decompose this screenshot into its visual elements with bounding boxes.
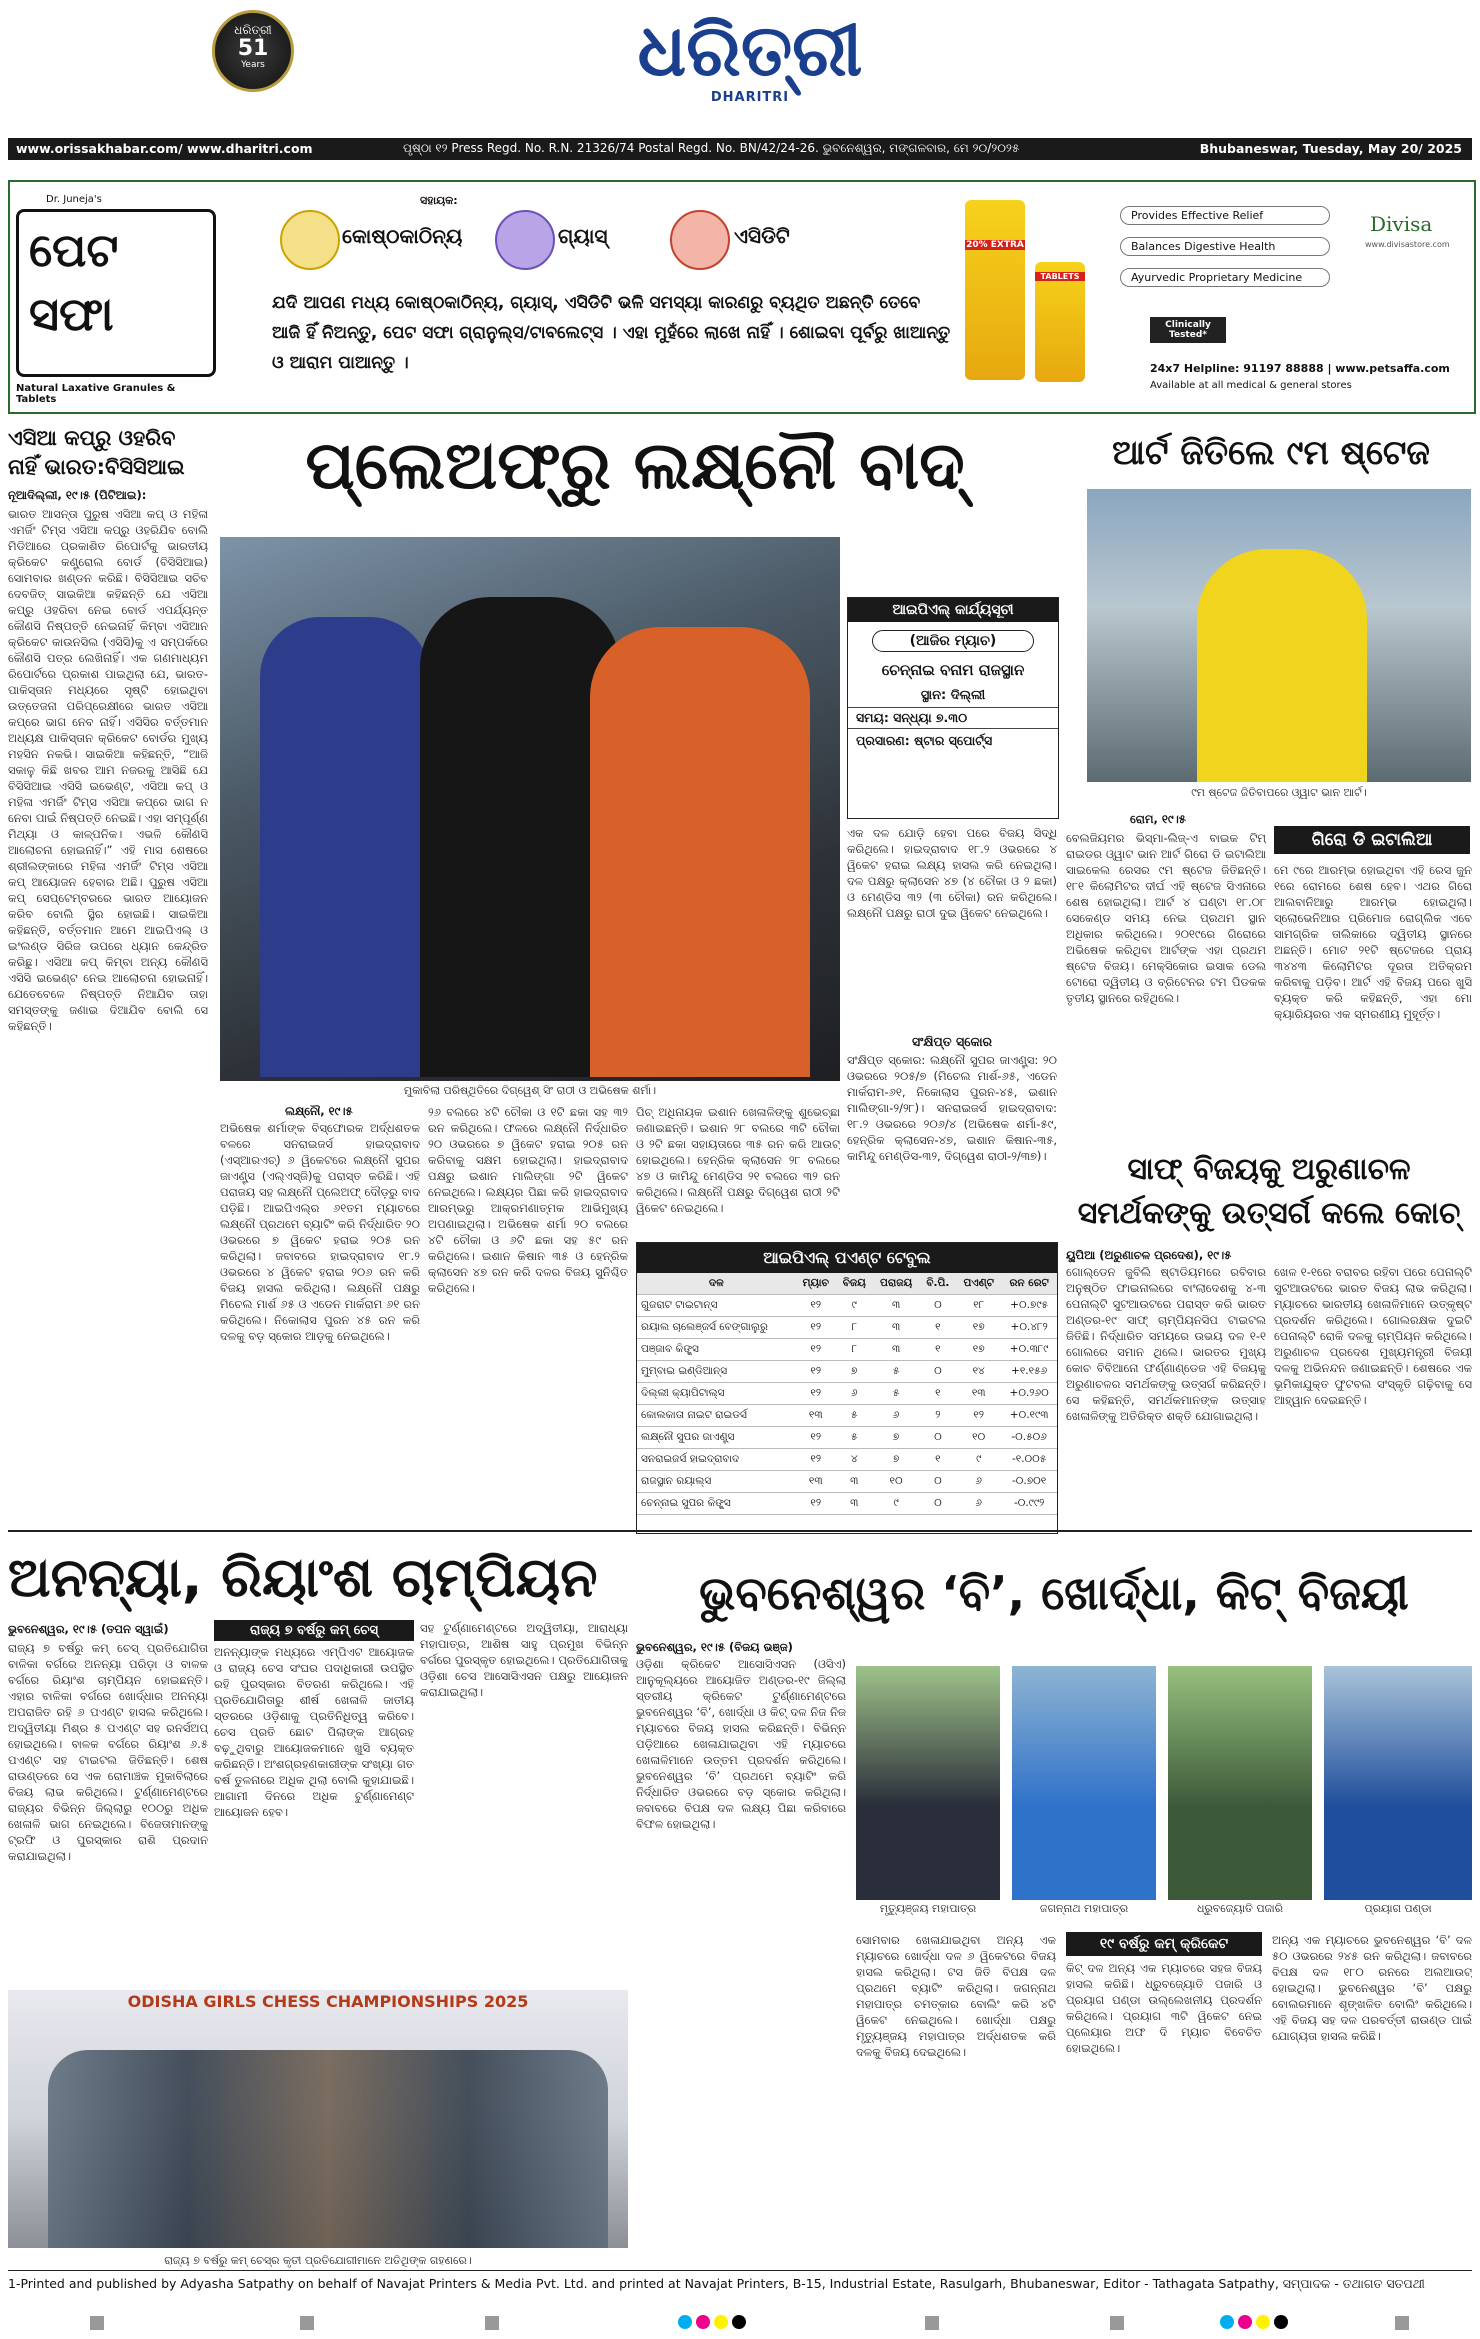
nr: ୧ bbox=[920, 1383, 956, 1405]
nr: ୨ bbox=[920, 1405, 956, 1427]
ad-body: ଯଦି ଆପଣ ମଧ୍ୟ କୋଷ୍ଠକାଠିନ୍ୟ, ଗ୍ୟାସ୍, ଏସିଡିଟି ଭଳି ସମସ୍ୟା କାରଣରୁ ବ୍ୟଥିତ ଅଛନ୍ତି ତେବେ ଆଜି ହିଁ ନିଅନ୍ତୁ, ପେଟ ସଫା ଗ୍ରାନୁଲ୍ସ/ଟାବଲେଟ୍ସ । ଏହା ମୁହଁରେ ଲାଖେ ନାହିଁ । ଶୋଇବା ପୂର୍ବରୁ ଖାଆନ୍ତୁ ଓ ଆରାମ ପାଆନ୍ତୁ । bbox=[272, 293, 951, 373]
matches: ୧୨ bbox=[796, 1295, 836, 1317]
lead-photo bbox=[220, 537, 840, 1081]
magenta-dot-icon bbox=[1238, 2315, 1252, 2329]
nr: ୦ bbox=[920, 1493, 956, 1515]
lead-body-col2: ୨୬ ବଲରେ ୪ଟି ଚୌକା ଓ ୧ଟି ଛକା ସହ ୩୨ ରନ କରିଥିଲେ। ଫଳରେ ଲକ୍ଷ୍ନୌ ନିର୍ଦ୍ଧାରିତ ୨୦ ଓଭରରେ ୭ ୱିକେଟ ହରାଇ ୨୦୫ ରନ କରିବାକୁ ସକ୍ଷମ ହୋଇଥିଲା। ହାଇଦ୍ରାବାଦ ପକ୍ଷରୁ ଇଶାନ ମାଲିଙ୍ଗା ୨ଟି ୱିକେଟ ନେଇଥିଲେ। ଲକ୍ଷ୍ୟର ପିଛା କରି ହାଇଦ୍ରାବାଦ ଆରମ୍ଭରୁ ଆକ୍ରମଣାତ୍ମକ ଆଭିମୁଖ୍ୟ ଅପଣାଇଥିଲା। ଅଭିଷେକ ଶର୍ମା ୨୦ ବଲରେ ୪ଟି ଚୌକା ଓ ୬ଟି ଛକା ସହ ୫୯ ରନ କରିଥିଲେ। ଇଶାନ କିଷାନ ୩୫ ଓ ହେନ୍‌ରିକ କ୍ଲାସେନ ୪୭ ରନ କରି ଦଳର ବିଜୟ ସୁନିଶ୍ଚିତ କରିଥିଲେ। bbox=[428, 1105, 628, 1295]
cmyk-registration-mark bbox=[676, 2314, 748, 2333]
player-photo-2 bbox=[1012, 1666, 1156, 1900]
edition-date: Bhubaneswar, Tuesday, May 20/ 2025 bbox=[1199, 141, 1462, 156]
points: ୧୭ bbox=[956, 1339, 1001, 1361]
lead-score-text: ସଂକ୍ଷିପ୍ତ ସ୍କୋର: ଲକ୍ଷ୍ନୌ ସୁପର ଜାଏଣ୍ଟ୍ସ: ୨୦ ଓଭରରେ ୨୦୫/୭ (ମିଚେଲ ମାର୍ଶ-୬୫, ଏଡେନ ମାର୍କରାମ-୬୧, ନିକୋଲାସ ପୁରନ-୪୫, ଇଶାନ ମାଲିଙ୍ଗା-୨/୨୮)। ସନରାଇଜର୍ସ ହାଇଦ୍ରାବାଦ: ୧୮.୨ ଓଭରରେ ୨୦୬/୪ (ଅଭିଷେକ ଶର୍ମା-୫୯, ହେନ୍‌ରିକ କ୍ଲାସେନ-୪୭, ଇଶାନ କିଷାନ-୩୫, କାମିନ୍ଦୁ ମେଣ୍ଡିସ-୩୨, ଦିଗ୍ୱେଶ ରାଠୀ-୨/୩୭)। bbox=[847, 1053, 1057, 1163]
nr: ୧ bbox=[920, 1449, 956, 1471]
nrr: +୦.୭୯୫ bbox=[1001, 1295, 1057, 1317]
points: ୧୨ bbox=[956, 1405, 1001, 1427]
nrr: -୧.୦୦୫ bbox=[1001, 1449, 1057, 1471]
ad-tested-badge: Clinically Tested* bbox=[1150, 317, 1226, 343]
table-row bbox=[637, 1295, 1057, 1317]
brand-logo-en: DHARITRI bbox=[710, 90, 790, 105]
col-lost: ପରାଜୟ bbox=[873, 1273, 920, 1295]
acidity-icon bbox=[670, 210, 730, 270]
chess-dateline: ଭୁବନେଶ୍ୱର, ୧୯।୫ (ତପନ ସ୍ୱାଇଁ) bbox=[8, 1622, 169, 1636]
footer-rule bbox=[8, 2270, 1472, 2271]
matches: ୧୨ bbox=[796, 1493, 836, 1515]
section-divider bbox=[8, 1530, 1472, 1532]
chess-banner: ODISHA GIRLS CHESS CHAMPIONSHIPS 2025 bbox=[127, 1992, 529, 2011]
lost: ୭ bbox=[873, 1427, 920, 1449]
table-row bbox=[637, 1427, 1057, 1449]
cycling-label: ଗିରୋ ଡି ଇଟାଲିଆ bbox=[1274, 826, 1470, 854]
won: ୩ bbox=[836, 1493, 873, 1515]
cycling-headline: ଆର୍ଟ ଜିତିଲେ ୯ମ ଷ୍ଟେଜ bbox=[1112, 433, 1430, 473]
schedule-title: ଆଇପିଏଲ୍ କାର୍ଯ୍ୟସୂଚୀ bbox=[848, 598, 1058, 622]
player-photo-3 bbox=[1168, 1666, 1312, 1900]
player-name: ପ୍ରୟାଗ ପଣ୍ଡା bbox=[1364, 1902, 1432, 1915]
team-name: ରୟାଲ ଚାଲେଞ୍ଜର୍ସ ବେଙ୍ଗାଲୁରୁ bbox=[637, 1317, 796, 1339]
won: ୫ bbox=[836, 1405, 873, 1427]
table-row bbox=[637, 1449, 1057, 1471]
player-name: ଜଗନ୍ନାଥ ମହାପାତ୍ର bbox=[1039, 1902, 1129, 1915]
nrr: +୦.୪୮୨ bbox=[1001, 1317, 1057, 1339]
saff-body-col1: ଗୋଲ୍ଡେନ ଜୁବିଲି ଷ୍ଟାଡିୟମରେ ରବିବାର ଅନୁଷ୍ଠିତ ଫାଇନାଲରେ ବାଂଲାଦେଶକୁ ୪-୩ ପେନାଲ୍ଟି ସୁଟଆଉଟରେ ପରାସ୍ତ କରି ଭାରତ ଅଣ୍ଡର-୧୯ ସାଫ୍ ଚାମ୍ପିୟନସିପ ଟାଇଟଲ ଜିତିଛି। ନିର୍ଦ୍ଧାରିତ ସମୟରେ ଉଭୟ ଦଳ ୧-୧ ଗୋଲରେ ସମାନ ଥିଲେ। ଭାରତର ମୁଖ୍ୟ କୋଚ ବିବିଆନୋ ଫର୍ଣ୍ଣାଣ୍ଡେଜ ଏହି ବିଜୟକୁ ଅରୁଣାଚଳର ସମର୍ଥକଙ୍କୁ ଉତ୍ସର୍ଗ କରିଛନ୍ତି। ସେ କହିଛନ୍ତି, ସମର୍ଥକମାନଙ୍କ ଉତ୍ସାହ ଖେଳାଳିଙ୍କୁ ଅତିରିକ୍ତ ଶକ୍ତି ଯୋଗାଇଥିଲା। bbox=[1066, 1265, 1266, 1423]
won: ୩ bbox=[836, 1471, 873, 1493]
print-marks bbox=[0, 2304, 1480, 2334]
u19-body-col4: ଅନ୍ୟ ଏକ ମ୍ୟାଚରେ ଭୁବନେଶ୍ୱର ‘ବି’ ଦଳ ୫୦ ଓଭରରେ ୨୪୫ ରନ କରିଥିଲା। ଜବାବରେ ବିପକ୍ଷ ଦଳ ୧୮୦ ରନରେ ଅଲଆଉଟ୍ ହୋଇଥିଲା। ଭୁବନେଶ୍ୱର ‘ବି’ ପକ୍ଷରୁ ବୋଲରମାନେ ଶୃଙ୍ଖଳିତ ବୋଲିଂ କରିଥିଲେ। ଏହି ବିଜୟ ସହ ଦଳ ପରବର୍ତ୍ତୀ ରାଉଣ୍ଡ ପାଇଁ ଯୋଗ୍ୟତା ହାସଲ କରିଛି। bbox=[1272, 1933, 1472, 2043]
points: ୧୦ bbox=[956, 1427, 1001, 1449]
chess-body-col1: ରାଜ୍ୟ ୭ ବର୍ଷରୁ କମ୍ ଚେସ୍ ପ୍ରତିଯୋଗିତା ବାଳିକା ବର୍ଗରେ ଅନନ୍ୟା ପରିଡ଼ା ଓ ବାଳକ ବର୍ଗରେ ରିୟାଂଶ ଚାମ୍ପିୟନ ହୋଇଛନ୍ତି। ଏହାର ବାଳିକା ବର୍ଗରେ ଖୋର୍ଦ୍ଧାର ଅନନ୍ୟା ଅପରାଜିତ ରହି ୬ ପଏଣ୍ଟ ହାସଲ କରିଥିଲେ। ଅଦ୍ୱିତୀୟା ମିଶ୍ର ୫ ପଏଣ୍ଟ ସହ ରନର୍ସଅପ୍ ହୋଇଥିଲେ। ବାଳକ ବର୍ଗରେ ରିୟାଂଶ ୬.୫ ପଏଣ୍ଟ ସହ ଟାଇଟଲ ଜିତିଛନ୍ତି। ଶେଷ ରାଉଣ୍ଡରେ ସେ ଏକ ରୋମାଞ୍ଚକ ମୁକାବିଲାରେ ବିଜୟ ଲାଭ କରିଥିଲେ। ଟୁର୍ଣ୍ଣାମେଣ୍ଟରେ ରାଜ୍ୟର ବିଭିନ୍ନ ଜିଲ୍ଲାରୁ ୧୦୦ରୁ ଅଧିକ ଖେଳାଳି ଭାଗ ନେଇଥିଲେ। ବିଜେତାମାନଙ୍କୁ ଟ୍ରଫି ଓ ପୁରସ୍କାର ରାଶି ପ୍ରଦାନ କରାଯାଇଥିଲା। bbox=[8, 1641, 208, 1863]
lead-headline: ପ୍ଲେଅଫ୍‌ରୁ ଲକ୍ଷ୍ନୌ ବାଦ୍‌ bbox=[305, 427, 965, 504]
advertisement[interactable] bbox=[8, 180, 1476, 414]
nrr: -୦.୯୯୨ bbox=[1001, 1493, 1057, 1515]
gas-icon bbox=[495, 210, 555, 270]
chess-body-col3: ସହ ଟୁର୍ଣ୍ଣାମେଣ୍ଟରେ ଅଦ୍ୱିତୀୟା, ଆରାଧ୍ୟା ମହାପାତ୍ର, ଆଶିଷ ସାହୁ ପ୍ରମୁଖ ବିଭିନ୍ନ ବର୍ଗରେ ପୁରସ୍କୃତ ହୋଇଥିଲେ। ପ୍ରତିଯୋଗିତାକୁ ଓଡ଼ିଶା ଚେସ ଆସୋସିଏସନ ପକ୍ଷରୁ ଆୟୋଜନ କରାଯାଇଥିଲା। bbox=[420, 1621, 628, 1699]
team-name: ଗୁଜରାଟ ଟାଇଟାନ୍ସ bbox=[637, 1295, 796, 1317]
ad-pack-extra: 20% EXTRA bbox=[966, 240, 1024, 250]
u19-body-col1: ଓଡ଼ିଶା କ୍ରିକେଟ ଆସୋସିଏସନ (ଓସିଏ) ଆନୁକୂଲ୍ୟରେ ଆୟୋଜିତ ଅଣ୍ଡର-୧୯ ଜିଲ୍ଲା ସ୍ତରୀୟ କ୍ରିକେଟ ଟୁର୍ଣ୍ଣାମେଣ୍ଟରେ ଭୁବନେଶ୍ୱର ‘ବି’, ଖୋର୍ଦ୍ଧା ଓ କିଟ୍ ଦଳ ନିଜ ନିଜ ମ୍ୟାଚରେ ବିଜୟ ହାସଲ କରିଛନ୍ତି। ବିଭିନ୍ନ ପଡ଼ିଆରେ ଖେଳାଯାଇଥିବା ଏହି ମ୍ୟାଚରେ ଖେଳାଳିମାନେ ଉତ୍ତମ ପ୍ରଦର୍ଶନ କରିଥିଲେ। ଭୁବନେଶ୍ୱର ‘ବି’ ପ୍ରଥମେ ବ୍ୟାଟିଂ କରି ନିର୍ଦ୍ଧାରିତ ଓଭରରେ ବଡ଼ ସ୍କୋର କରିଥିଲା। ଜବାବରେ ବିପକ୍ଷ ଦଳ ଲକ୍ଷ୍ୟ ପିଛା କରିବାରେ ବିଫଳ ହୋଇଥିଲା। bbox=[636, 1657, 846, 1831]
ad-tagline: Natural Laxative Granules & Tablets bbox=[16, 383, 176, 405]
ad-benefit-3: Ayurvedic Proprietary Medicine bbox=[1120, 268, 1330, 287]
team-name: ଦିଲ୍ଲୀ କ୍ୟାପିଟାଲ୍ସ bbox=[637, 1383, 796, 1405]
col-team: ଦଳ bbox=[637, 1273, 796, 1295]
saff-dateline: ୟୁପିଆ (ଅରୁଣାଚଳ ପ୍ରଦେଶ), ୧୯।୫ bbox=[1066, 1248, 1232, 1262]
won: ୫ bbox=[836, 1427, 873, 1449]
lost: ୯ bbox=[873, 1493, 920, 1515]
schedule-sub: (ଆଜିର ମ୍ୟାଚ) bbox=[872, 630, 1034, 652]
player-name: ଧ୍ରୁବଜ୍ୟୋତି ପଜାରି bbox=[1197, 1902, 1283, 1915]
player-name: ମୃତ୍ୟୁଞ୍ଜୟ ମହାପାତ୍ର bbox=[879, 1902, 977, 1915]
col-matches: ମ୍ୟାଚ bbox=[796, 1273, 836, 1295]
table-row bbox=[637, 1339, 1057, 1361]
table-row bbox=[637, 1361, 1057, 1383]
points-header-row bbox=[637, 1273, 1057, 1295]
table-row bbox=[637, 1493, 1057, 1515]
points: ୧୪ bbox=[956, 1361, 1001, 1383]
ad-symptoms bbox=[280, 210, 840, 270]
won: ୭ bbox=[836, 1361, 873, 1383]
won: ୮ bbox=[836, 1317, 873, 1339]
saff-body-col2: ଖେଳ ୧-୧ରେ ବରାବର ରହିବା ପରେ ପେନାଲ୍ଟି ସୁଟଆଉଟରେ ଭାରତ ବିଜୟ ଲାଭ କରିଥିଲା। ମ୍ୟାଚରେ ଭାରତୀୟ ଖେଳାଳିମାନେ ଉତ୍କୃଷ୍ଟ ପ୍ରଦର୍ଶନ କରିଥିଲେ। ଗୋଲରକ୍ଷକ ଦୁଇଟି ପେନାଲ୍ଟି ରୋକି ଦଳକୁ ଚାମ୍ପିୟନ କରିଥିଲେ। ଅରୁଣାଚଳ ପ୍ରଦେଶ ମୁଖ୍ୟମନ୍ତ୍ରୀ ବିଜୟୀ ଦଳକୁ ଅଭିନନ୍ଦନ ଜଣାଇଛନ୍ତି। ଶେଷରେ ଏକ ଭୂମିକାଯୁକ୍ତ ଫୁଟବଲ ସଂସ୍କୃତି ଗଢ଼ିବାକୁ ସେ ଆହ୍ୱାନ ଦେଇଛନ୍ତି। bbox=[1274, 1265, 1472, 1407]
anniversary-years: 51 bbox=[237, 36, 269, 61]
black-dot-icon bbox=[732, 2315, 746, 2329]
registration-line: ପୃଷ୍ଠା ୧୨ Press Regd. No. R.N. 21326/74 Postal Regd. No. BN/42/24-26. ଭୁବନେଶ୍ୱର, ମଙ୍ଗଳବାର, ମେ ୨୦/୨୦୨୫ bbox=[403, 141, 1020, 155]
nrr: +୦.୨୬୦ bbox=[1001, 1383, 1057, 1405]
cycling-body-col1: ବେଲଜିୟମର ଭିସ୍ମା-ଲିଜ୍-ଏ ବାଇକ ଟିମ୍ ରାଇଡର ଓ୍ୱାଟ ଭାନ ଆର୍ଟ ଗିରୋ ଡି ଇଟାଲିଆ ସାଇକେଲ ରେସର ୯ମ ଷ୍ଟେଜ ଜିତିଛନ୍ତି। ୧୮୧ କିଲୋମିଟର ଦୀର୍ଘ ଏହି ଷ୍ଟେଜ ସିଏନାରେ ଶେଷ ହୋଇଥିଲା। ଆର୍ଟ ୪ ଘଣ୍ଟା ୧୮.୦୮ ସେକେଣ୍ଡ ସମୟ ନେଇ ପ୍ରଥମ ସ୍ଥାନ ଅଧିକାର କରିଥିଲେ। ୨୦୧୯ରେ ଗିରୋରେ ଅଭିଷେକ କରିଥିବା ଆର୍ଟଙ୍କ ଏହା ପ୍ରଥମ ଷ୍ଟେଜ ବିଜୟ। ମେକ୍ସିକୋର ଇସାକ ଡେଲ ଟୋରୋ ଦ୍ୱିତୀୟ ଓ ବ୍ରିଟେନର ଟମ ପିଡକକ ତୃତୀୟ ସ୍ଥାନରେ ରହିଥିଲେ। bbox=[1066, 831, 1266, 1005]
team-name: ସନରାଇଜର୍ସ ହାଇଦ୍ରାବାଦ bbox=[637, 1449, 796, 1471]
asia-cup-dateline: ନୂଆଦିଲ୍ଲୀ, ୧୯।୫ (ପିଟିଆଇ): bbox=[8, 488, 147, 502]
chess-headline: ଅନନ୍ୟା, ରିୟାଂଶ ଚାମ୍ପିୟନ bbox=[8, 1546, 598, 1609]
lead-body-col3: ପିଚ୍ ଅଧିନାୟକ ଇଶାନ ଖେଳାଳିଙ୍କୁ ଶୁଭେଚ୍ଛା ଜଣାଇଛନ୍ତି। ଇଶାନ ୨୮ ବଲରେ ୩ଟି ଚୌକା ଓ ୨ଟି ଛକା ସହାୟତାରେ ୩୫ ରନ କରି ଆଉଟ୍ ହୋଇଥିଲେ। ହେନ୍‌ରିକ କ୍ଲାସେନ ୨୮ ବଲରେ ୪୭ ଓ କାମିନ୍ଦୁ ମେଣ୍ଡିସ ୨୧ ବଲରେ ୩୨ ରନ କରିଥିଲେ। ଲକ୍ଷ୍ନୌ ପକ୍ଷରୁ ଦିଗ୍ୱେଶ ରାଠୀ ୨ଟି ୱିକେଟ ନେଇଥିଲେ। bbox=[636, 1105, 840, 1215]
col-nrr: ରନ ରେଟ bbox=[1001, 1273, 1057, 1295]
yellow-dot-icon bbox=[714, 2315, 728, 2329]
asia-cup-body: ଭାରତ ଆସନ୍ତା ପୁରୁଷ ଏସିଆ କପ୍ ଓ ମହିଳା ଏମର୍ଜିଂ ଟିମ୍ସ ଏସିଆ କପ୍‌ରୁ ଓହରିଯିବ ବୋଲି ମିଡିଆରେ ପ୍ରକାଶିତ ରିପୋର୍ଟକୁ ଭାରତୀୟ କ୍ରିକେଟ କଣ୍ଟ୍ରୋଲ ବୋର୍ଡ (ବିସିସିଆଇ) ସୋମବାର ଖଣ୍ଡନ କରିଛି। ବିସିସିଆଇ ସଚିବ ଦେବଜିତ୍ ସାଇକିଆ କହିଛନ୍ତି ଯେ ଏସିଆ କପ୍‌ରୁ ଓହରିବା ନେଇ ବୋର୍ଡ ଏପର୍ଯ୍ୟନ୍ତ କୌଣସି ନିଷ୍ପତ୍ତି ନେଇନାହିଁ କିମ୍ବା ଏସିଆନ କ୍ରିକେଟ କାଉନସିଲ (ଏସିସି)କୁ ଏ ସମ୍ପର୍କରେ କୌଣସି ପତ୍ର ଲେଖିନାହିଁ। ଏକ ଗଣମାଧ୍ୟମ ରିପୋର୍ଟରେ ପ୍ରକାଶ ପାଇଥିଲା ଯେ, ଭାରତ-ପାକିସ୍ତାନ ମଧ୍ୟରେ ସୃଷ୍ଟି ହୋଇଥିବା ଉତ୍ତେଜନା ପରିପ୍ରେକ୍ଷୀରେ ଭାରତ ଏସିଆ କପ୍‌ରେ ଭାଗ ନେବ ନାହିଁ। ଏସିସିର ବର୍ତ୍ତମାନ ଅଧ୍ୟକ୍ଷ ପାକିସ୍ତାନ କ୍ରିକେଟ ବୋର୍ଡର ମୁଖ୍ୟ ମହସିନ ନକଭି। ସାଇକିଆ କହିଛନ୍ତି, “ଆଜି ସକାଳୁ କିଛି ଖବର ଆମ ନଜରକୁ ଆସିଛି ଯେ ବିସିସିଆଇ ଏସିସି ଇଭେଣ୍ଟ, ଏସିଆ କପ୍ ଓ ମହିଳା ଏମର୍ଜିଂ ଟିମ୍ସ ଏସିଆ କପ୍‌ରେ ଭାଗ ନ ନେବା ପାଇଁ ନିଷ୍ପତ୍ତି ନେଇଛି। ଏହା ସମ୍ପୂର୍ଣ୍ଣ ମିଥ୍ୟା ଓ କାଳ୍ପନିକ। ଏଭଳି କୌଣସି ଆଲୋଚନା ହୋଇନାହିଁ।” ଏହି ମାସ ଶେଷରେ ଶ୍ରୀଲଙ୍କାରେ ମହିଳା ଏମର୍ଜିଂ ଟିମ୍ସ ଏସିଆ କପ୍ ଆୟୋଜନ ହେବାର ଅଛି। ପୁରୁଷ ଏସିଆ କପ୍ ସେପ୍ଟେମ୍ବରରେ ଭାରତ ଆୟୋଜନ କରିବ ବୋଲି ସ୍ଥିର ହୋଇଛି। ସାଇକିଆ କହିଛନ୍ତି, ବର୍ତ୍ତମାନ ଆମେ ଆଇପିଏଲ୍ ଓ ଇଂଲଣ୍ଡ ସିରିଜ ଉପରେ ଧ୍ୟାନ କେନ୍ଦ୍ରିତ କରିଛୁ। ଏସିଆ କପ୍ କିମ୍ବା ଅନ୍ୟ କୌଣସି ଏସିସି ଇଭେଣ୍ଟ ନେଇ ଆଲୋଚନା ହୋଇନାହିଁ। ଯେତେବେଳେ ନିଷ୍ପତ୍ତି ନିଆଯିବ ତାହା ସମସ୍ତଙ୍କୁ ଜଣାଇ ଦିଆଯିବ ବୋଲି ସେ କହିଛନ୍ତି। bbox=[8, 507, 208, 1033]
team-name: ଚେନ୍ନାଇ ସୁପର କିଙ୍ଗ୍ସ bbox=[637, 1493, 796, 1515]
ad-brand2: Divisa bbox=[1370, 212, 1433, 236]
lost: ୫ bbox=[873, 1361, 920, 1383]
lead-dateline: ଲକ୍ଷ୍ନୌ, ୧୯।୫ bbox=[285, 1104, 353, 1118]
lost: ୩ bbox=[873, 1317, 920, 1339]
lost: ୧୦ bbox=[873, 1471, 920, 1493]
nrr: -୦.୫୦୬ bbox=[1001, 1427, 1057, 1449]
cycling-photo bbox=[1087, 489, 1471, 782]
lost: ୫ bbox=[873, 1383, 920, 1405]
points-title: ଆଇପିଏଲ୍ ପଏଣ୍ଟ ଟେବୁଲ bbox=[637, 1243, 1057, 1273]
chess-body-col2: ଅନନ୍ୟାଙ୍କ ମଧ୍ୟରେ ଏମ୍‌ପିଏଟ ଆୟୋଜକ ଓ ରାଜ୍ୟ ଚେସ ସଂଘର ପଦାଧିକାରୀ ଉପସ୍ଥିତ ରହି ପୁରସ୍କାର ବିତରଣ କରିଥିଲେ। ଏହି ପ୍ରତିଯୋଗିତାରୁ ଶୀର୍ଷ ଖେଳାଳି ଜାତୀୟ ସ୍ତରରେ ଓଡ଼ିଶାକୁ ପ୍ରତିନିଧିତ୍ୱ କରିବେ। ଚେସ ପ୍ରତି ଛୋଟ ପିଲାଙ୍କ ଆଗ୍ରହ ବଢ଼ୁଥିବାରୁ ଆୟୋଜକମାନେ ଖୁସି ବ୍ୟକ୍ତ କରିଛନ୍ତି। ଅଂଶଗ୍ରହଣକାରୀଙ୍କ ସଂଖ୍ୟା ଗତ ବର୍ଷ ତୁଳନାରେ ଅଧିକ ଥିଲା ବୋଲି କୁହାଯାଇଛି। ଆଗାମୀ ଦିନରେ ଅଧିକ ଟୁର୍ଣ୍ଣାମେଣ୍ଟ ଆୟୋଜନ ହେବ। bbox=[214, 1645, 414, 1819]
lost: ୩ bbox=[873, 1295, 920, 1317]
points: ୬ bbox=[956, 1493, 1001, 1515]
table-row bbox=[637, 1405, 1057, 1427]
matches: ୧୨ bbox=[796, 1383, 836, 1405]
u19-photo-strip bbox=[856, 1666, 1472, 1916]
won: ୮ bbox=[836, 1339, 873, 1361]
score-subhead: ସଂକ୍ଷିପ୍ତ ସ୍କୋର bbox=[911, 1034, 993, 1049]
magenta-dot-icon bbox=[696, 2315, 710, 2329]
yellow-dot-icon bbox=[1256, 2315, 1270, 2329]
anniversary-brand: ଧରିତ୍ରୀ bbox=[234, 23, 272, 37]
ad-pack-tablets bbox=[1035, 262, 1085, 382]
points: ୯ bbox=[956, 1449, 1001, 1471]
saff-headline: ସାଫ୍ ବିଜୟକୁ ଅରୁଣାଚଳ ସମର୍ଥକଙ୍କୁ ଉତ୍ସର୍ଗ କଲେ କୋଚ୍ bbox=[1077, 1152, 1461, 1231]
nrr: +୦.୩୮୯ bbox=[1001, 1339, 1057, 1361]
matches: ୧୨ bbox=[796, 1361, 836, 1383]
points: ୬ bbox=[956, 1471, 1001, 1493]
nr: ୧ bbox=[920, 1317, 956, 1339]
chess-photo bbox=[8, 1990, 628, 2248]
won: ୬ bbox=[836, 1383, 873, 1405]
cyan-dot-icon bbox=[678, 2315, 692, 2329]
ad-logo-line2: ସଫା bbox=[29, 287, 114, 341]
col-nr: ବି.ପି. bbox=[920, 1273, 956, 1295]
matches: ୧୨ bbox=[796, 1449, 836, 1471]
ad-logo bbox=[16, 209, 216, 377]
schedule-box bbox=[847, 597, 1059, 819]
u19-label: ୧୯ ବର୍ଷରୁ କମ୍ କ୍ରିକେଟ bbox=[1066, 1932, 1262, 1956]
anniversary-label: Years bbox=[241, 60, 265, 70]
team-name: ମୁମ୍ବାଇ ଇଣ୍ଡିଆନ୍ସ bbox=[637, 1361, 796, 1383]
matches: ୧୩ bbox=[796, 1471, 836, 1493]
ad-maker: Dr. Juneja's bbox=[46, 194, 102, 205]
schedule-time: ସମୟ: ସନ୍ଧ୍ୟା ୭.୩୦ bbox=[848, 707, 1058, 728]
points-table bbox=[636, 1242, 1058, 1534]
asia-cup-headline: ଏସିଆ କପ୍‌ରୁ ଓହରିବ ନାହିଁ ଭାରତ:ବିସିସିଆଇ bbox=[8, 426, 185, 479]
cyan-dot-icon bbox=[1220, 2315, 1234, 2329]
anniversary-badge bbox=[212, 10, 294, 92]
u19-body-col2: ସୋମବାର ଖେଳାଯାଇଥିବା ଅନ୍ୟ ଏକ ମ୍ୟାଚରେ ଖୋର୍ଦ୍ଧା ଦଳ ୬ ୱିକେଟରେ ବିଜୟ ହାସଲ କରିଥିଲା। ଟସ ଜିତି ବିପକ୍ଷ ଦଳ ପ୍ରଥମେ ବ୍ୟାଟିଂ କରିଥିଲା। ଜଗନ୍ନାଥ ମହାପାତ୍ର ଚମତ୍କାର ବୋଲିଂ କରି ୪ଟି ୱିକେଟ ନେଇଥିଲେ। ଖୋର୍ଦ୍ଧା ପକ୍ଷରୁ ମୃତ୍ୟୁଞ୍ଜୟ ମହାପାତ୍ର ଅର୍ଦ୍ଧଶତକ କରି ଦଳକୁ ବିଜୟ ଦେଇଥିଲେ। bbox=[856, 1933, 1056, 2059]
chess-label: ରାଜ୍ୟ ୭ ବର୍ଷରୁ କମ୍ ଚେସ୍ bbox=[214, 1620, 414, 1641]
player-photo-4 bbox=[1324, 1666, 1472, 1900]
team-name: କୋଲକାତା ନାଇଟ ରାଇଡର୍ସ bbox=[637, 1405, 796, 1427]
player-photo-1 bbox=[856, 1666, 1000, 1900]
points: ୧୭ bbox=[956, 1317, 1001, 1339]
lead-body-col1: ଅଭିଷେକ ଶର୍ମାଙ୍କ ବିସ୍ଫୋରକ ଅର୍ଦ୍ଧଶତକ ବଳରେ ସନରାଇଜର୍ସ ହାଇଦ୍ରାବାଦ (ଏସ୍‌ଆରଏଚ୍) ୬ ୱିକେଟରେ ଲକ୍ଷ୍ନୌ ସୁପର ଜାଏଣ୍ଟ୍ସ (ଏଲ୍‌ଏସ୍‌ଜି)କୁ ପରାସ୍ତ କରିଛି। ଏହି ପରାଜୟ ସହ ଲକ୍ଷ୍ନୌ ପ୍ଲେଅଫ୍ ଦୌଡ଼ରୁ ବାଦ ପଡ଼ିଛି। ଆଇପିଏଲ୍‌ର ୬୧ତମ ମ୍ୟାଚରେ ଲକ୍ଷ୍ନୌ ପ୍ରଥମେ ବ୍ୟାଟିଂ କରି ନିର୍ଦ୍ଧାରିତ ୨୦ ଓଭରରେ ୭ ୱିକେଟ ହରାଇ ୨୦୫ ରନ କରିଥିଲା। ଜବାବରେ ହାଇଦ୍ରାବାଦ ୧୮.୨ ଓଭରରେ ୪ ୱିକେଟ ହରାଇ ୨୦୬ ରନ କରି ବିଜୟ ହାସଲ କରିଥିଲା। ଲକ୍ଷ୍ନୌ ପକ୍ଷରୁ ମିଚେଲ ମାର୍ଶ ୬୫ ଓ ଏଡେନ ମାର୍କରାମ ୬୧ ରନ କରିଥିଲେ। ନିକୋଲାସ ପୁରନ ୪୫ ରନ କରି ଦଳକୁ ବଡ଼ ସ୍କୋର ଆଡ଼କୁ ନେଇଥିଲେ। bbox=[220, 1121, 420, 1343]
matches: ୧୨ bbox=[796, 1427, 836, 1449]
grey-block-mark bbox=[1395, 2316, 1409, 2330]
nrr: +୦.୧୯୩ bbox=[1001, 1405, 1057, 1427]
cycling-body-col2: ମେ ୯ରେ ଆରମ୍ଭ ହୋଇଥିବା ଏହି ରେସ ଜୁନ ୧ରେ ରୋମରେ ଶେଷ ହେବ। ଏଥର ଗିରୋ ଆଲବାନିଆରୁ ଆରମ୍ଭ ହୋଇଥିଲା। ସ୍ଲୋଭେନିଆର ପ୍ରିମୋଜ ରୋଗ୍ଲିକ ଏବେ ସାମଗ୍ରିକ ତାଲିକାରେ ଦ୍ୱିତୀୟ ସ୍ଥାନରେ ଅଛନ୍ତି। ମୋଟ ୨୧ଟି ଷ୍ଟେଜରେ ପ୍ରାୟ ୩୪୪୩ କିଲୋମିଟର ଦୂରତା ଅତିକ୍ରମ କରିବାକୁ ପଡ଼ିବ। ଆର୍ଟ ଏହି ବିଜୟ ପରେ ଖୁସି ବ୍ୟକ୍ତ କରି କହିଛନ୍ତି, ଏହା ମୋ କ୍ୟାରିୟରର ଏକ ସ୍ମରଣୀୟ ମୁହୂର୍ତ୍ତ। bbox=[1274, 863, 1472, 1021]
player-figure-right bbox=[590, 627, 810, 1077]
info-bar bbox=[8, 138, 1472, 160]
table-row bbox=[637, 1317, 1057, 1339]
matches: ୧୨ bbox=[796, 1317, 836, 1339]
masthead bbox=[0, 0, 1480, 135]
websites[interactable]: www.orissakhabar.com/ www.dharitri.com bbox=[16, 141, 313, 156]
player-figure-left bbox=[260, 617, 430, 1077]
ad-symptom-1: କୋଷ୍ଠକାଠିନ୍ୟ bbox=[342, 224, 463, 248]
lead-photo-caption: ମୁକାବିଲା ପରିଷ୍ଥିତିରେ ଦିଗ୍ୱେଶ୍ ସିଂ ରାଠୀ ଓ ଅଭିଷେକ ଶର୍ମା। bbox=[403, 1084, 657, 1097]
col-won: ବିଜୟ bbox=[836, 1273, 873, 1295]
lost: ୭ bbox=[873, 1449, 920, 1471]
cycling-caption: ୯ମ ଷ୍ଟେଜ ଜିତିବାପରେ ଓ୍ୱାଟ ଭାନ ଆର୍ଟ। bbox=[1191, 786, 1367, 799]
nr: ୦ bbox=[920, 1295, 956, 1317]
ad-pack-tablets-label: TABLETS bbox=[1035, 272, 1085, 281]
ad-available: Available at all medical & general stores bbox=[1150, 380, 1352, 391]
matches: ୧୨ bbox=[796, 1339, 836, 1361]
lost: ୬ bbox=[873, 1405, 920, 1427]
grey-block-mark bbox=[925, 2316, 939, 2330]
black-dot-icon bbox=[1274, 2315, 1288, 2329]
ad-symptom-2: ଗ୍ୟାସ୍ bbox=[558, 224, 608, 248]
chess-photo-caption: ରାଜ୍ୟ ୭ ବର୍ଷରୁ କମ୍ ଚେସ୍‌ର କୃତୀ ପ୍ରତିଯୋଗୀମାନେ ଅତିଥିଙ୍କ ଗହଣରେ। bbox=[164, 2254, 472, 2267]
table-row bbox=[637, 1471, 1057, 1493]
nr: ୧ bbox=[920, 1339, 956, 1361]
lead-side-text: ଏକ ଦଳ ଯୋଡ଼ି ହେବା ପରେ ବିଜୟ ସିଦ୍ଧି କରିଥିଲେ। ହାଇଦ୍ରାବାଦ ୧୮.୨ ଓଭରରେ ୪ ୱିକେଟ ହରାଇ ଲକ୍ଷ୍ୟ ହାସଲ କରି ନେଇଥିଲା। ଦଳ ପକ୍ଷରୁ କ୍ଲାସେନ ୪୭ (୪ ଚୌକା ଓ ୨ ଛକା) ଓ ମେଣ୍ଡିସ ୩୨ (୩ ଚୌକା) ରନ କରିଥିଲେ। ଲକ୍ଷ୍ନୌ ପକ୍ଷରୁ ରାଠୀ ଦୁଇ ୱିକେଟ ନେଇଥିଲେ। bbox=[847, 826, 1057, 920]
team-name: ପଞ୍ଜାବ କିଙ୍ଗ୍ସ bbox=[637, 1339, 796, 1361]
lost: ୩ bbox=[873, 1339, 920, 1361]
cycling-dateline: ରୋମ, ୧୯।୫ bbox=[1130, 812, 1186, 826]
schedule-teams: ଚେନ୍ନାଇ ବନାମ ରାଜସ୍ଥାନ bbox=[881, 661, 1025, 679]
u19-dateline: ଭୁବନେଶ୍ୱର, ୧୯।୫ (ବିଜୟ ଭଞ୍ଜ) bbox=[636, 1640, 793, 1654]
ad-benefit-2: Balances Digestive Health bbox=[1120, 237, 1330, 256]
guests-row bbox=[48, 2050, 608, 2248]
ad-benefits bbox=[1120, 206, 1330, 287]
schedule-broadcast: ପ୍ରସାରଣ: ଷ୍ଟାର ସ୍ପୋର୍ଟ୍ସ bbox=[848, 728, 1058, 753]
ad-logo-box bbox=[16, 194, 216, 405]
grey-block-mark bbox=[485, 2316, 499, 2330]
nr: ୦ bbox=[920, 1361, 956, 1383]
nr: ୦ bbox=[920, 1427, 956, 1449]
ad-brand2-site: www.divisastore.com bbox=[1365, 240, 1450, 249]
team-name: ଲକ୍ଷ୍ନୌ ସୁପର ଜାଏଣ୍ଟ୍ସ bbox=[637, 1427, 796, 1449]
won: ୯ bbox=[836, 1295, 873, 1317]
cyclist-figure bbox=[1197, 549, 1367, 782]
schedule-venue: ସ୍ଥାନ: ଦିଲ୍ଲୀ bbox=[920, 688, 986, 703]
grey-block-mark bbox=[90, 2316, 104, 2330]
ad-helps-label: ସହାୟକ: bbox=[420, 194, 458, 207]
team-name: ରାଜସ୍ଥାନ ରୟାଲ୍ସ bbox=[637, 1471, 796, 1493]
nrr: -୦.୭୦୧ bbox=[1001, 1471, 1057, 1493]
ad-symptom-3: ଏସିଡିଟି bbox=[734, 224, 790, 248]
points: ୧୮ bbox=[956, 1295, 1001, 1317]
u19-headline: ଭୁବନେଶ୍ୱର ‘ବି’, ଖୋର୍ଦ୍ଧା, କିଟ୍ ବିଜୟୀ bbox=[699, 1566, 1409, 1620]
col-points: ପଏଣ୍ଟ bbox=[956, 1273, 1001, 1295]
grey-block-mark bbox=[1110, 2316, 1124, 2330]
ad-logo-line1: ପେଟ bbox=[29, 223, 119, 277]
grey-block-mark bbox=[300, 2316, 314, 2330]
ad-pack-granules bbox=[965, 200, 1025, 380]
matches: ୧୩ bbox=[796, 1405, 836, 1427]
imprint-line: 1-Printed and published by Adyasha Satpathy on behalf of Navajat Printers & Media Pvt. Ltd. and printed at Navajat Printers, B-15, Industrial Estate, Rasulgarh, Bhubaneswar, Editor - Tathagata Satpathy, ସମ୍ପାଦକ - ତଥାଗତ ସତପଥୀ bbox=[8, 2276, 1425, 2291]
table-row bbox=[637, 1383, 1057, 1405]
nr: ୦ bbox=[920, 1471, 956, 1493]
cmyk-registration-mark bbox=[1218, 2314, 1290, 2333]
u19-body-col3: କିଟ୍ ଦଳ ଅନ୍ୟ ଏକ ମ୍ୟାଚରେ ସହଜ ବିଜୟ ହାସଲ କରିଛି। ଧ୍ରୁବଜ୍ୟୋତି ପଜାରି ଓ ପ୍ରୟାଗ ପଣ୍ଡା ଉଲ୍ଲେଖନୀୟ ପ୍ରଦର୍ଶନ କରିଥିଲେ। ପ୍ରୟାଗ ୩ଟି ୱିକେଟ ନେଇ ପ୍ଲେୟାର ଅଫ ଦି ମ୍ୟାଚ ବିବେଚିତ ହୋଇଥିଲେ। bbox=[1066, 1961, 1262, 2055]
nrr: +୧.୧୫୬ bbox=[1001, 1361, 1057, 1383]
points-grid bbox=[637, 1273, 1057, 1515]
won: ୪ bbox=[836, 1449, 873, 1471]
brand-logo: ଧରିତ୍ରୀ bbox=[637, 8, 863, 92]
ad-helpline[interactable]: 24x7 Helpline: 91197 88888 | www.petsaffa.com bbox=[1150, 362, 1450, 375]
stomach-icon bbox=[280, 210, 340, 270]
ad-benefit-1: Provides Effective Relief bbox=[1120, 206, 1330, 225]
points: ୧୩ bbox=[956, 1383, 1001, 1405]
